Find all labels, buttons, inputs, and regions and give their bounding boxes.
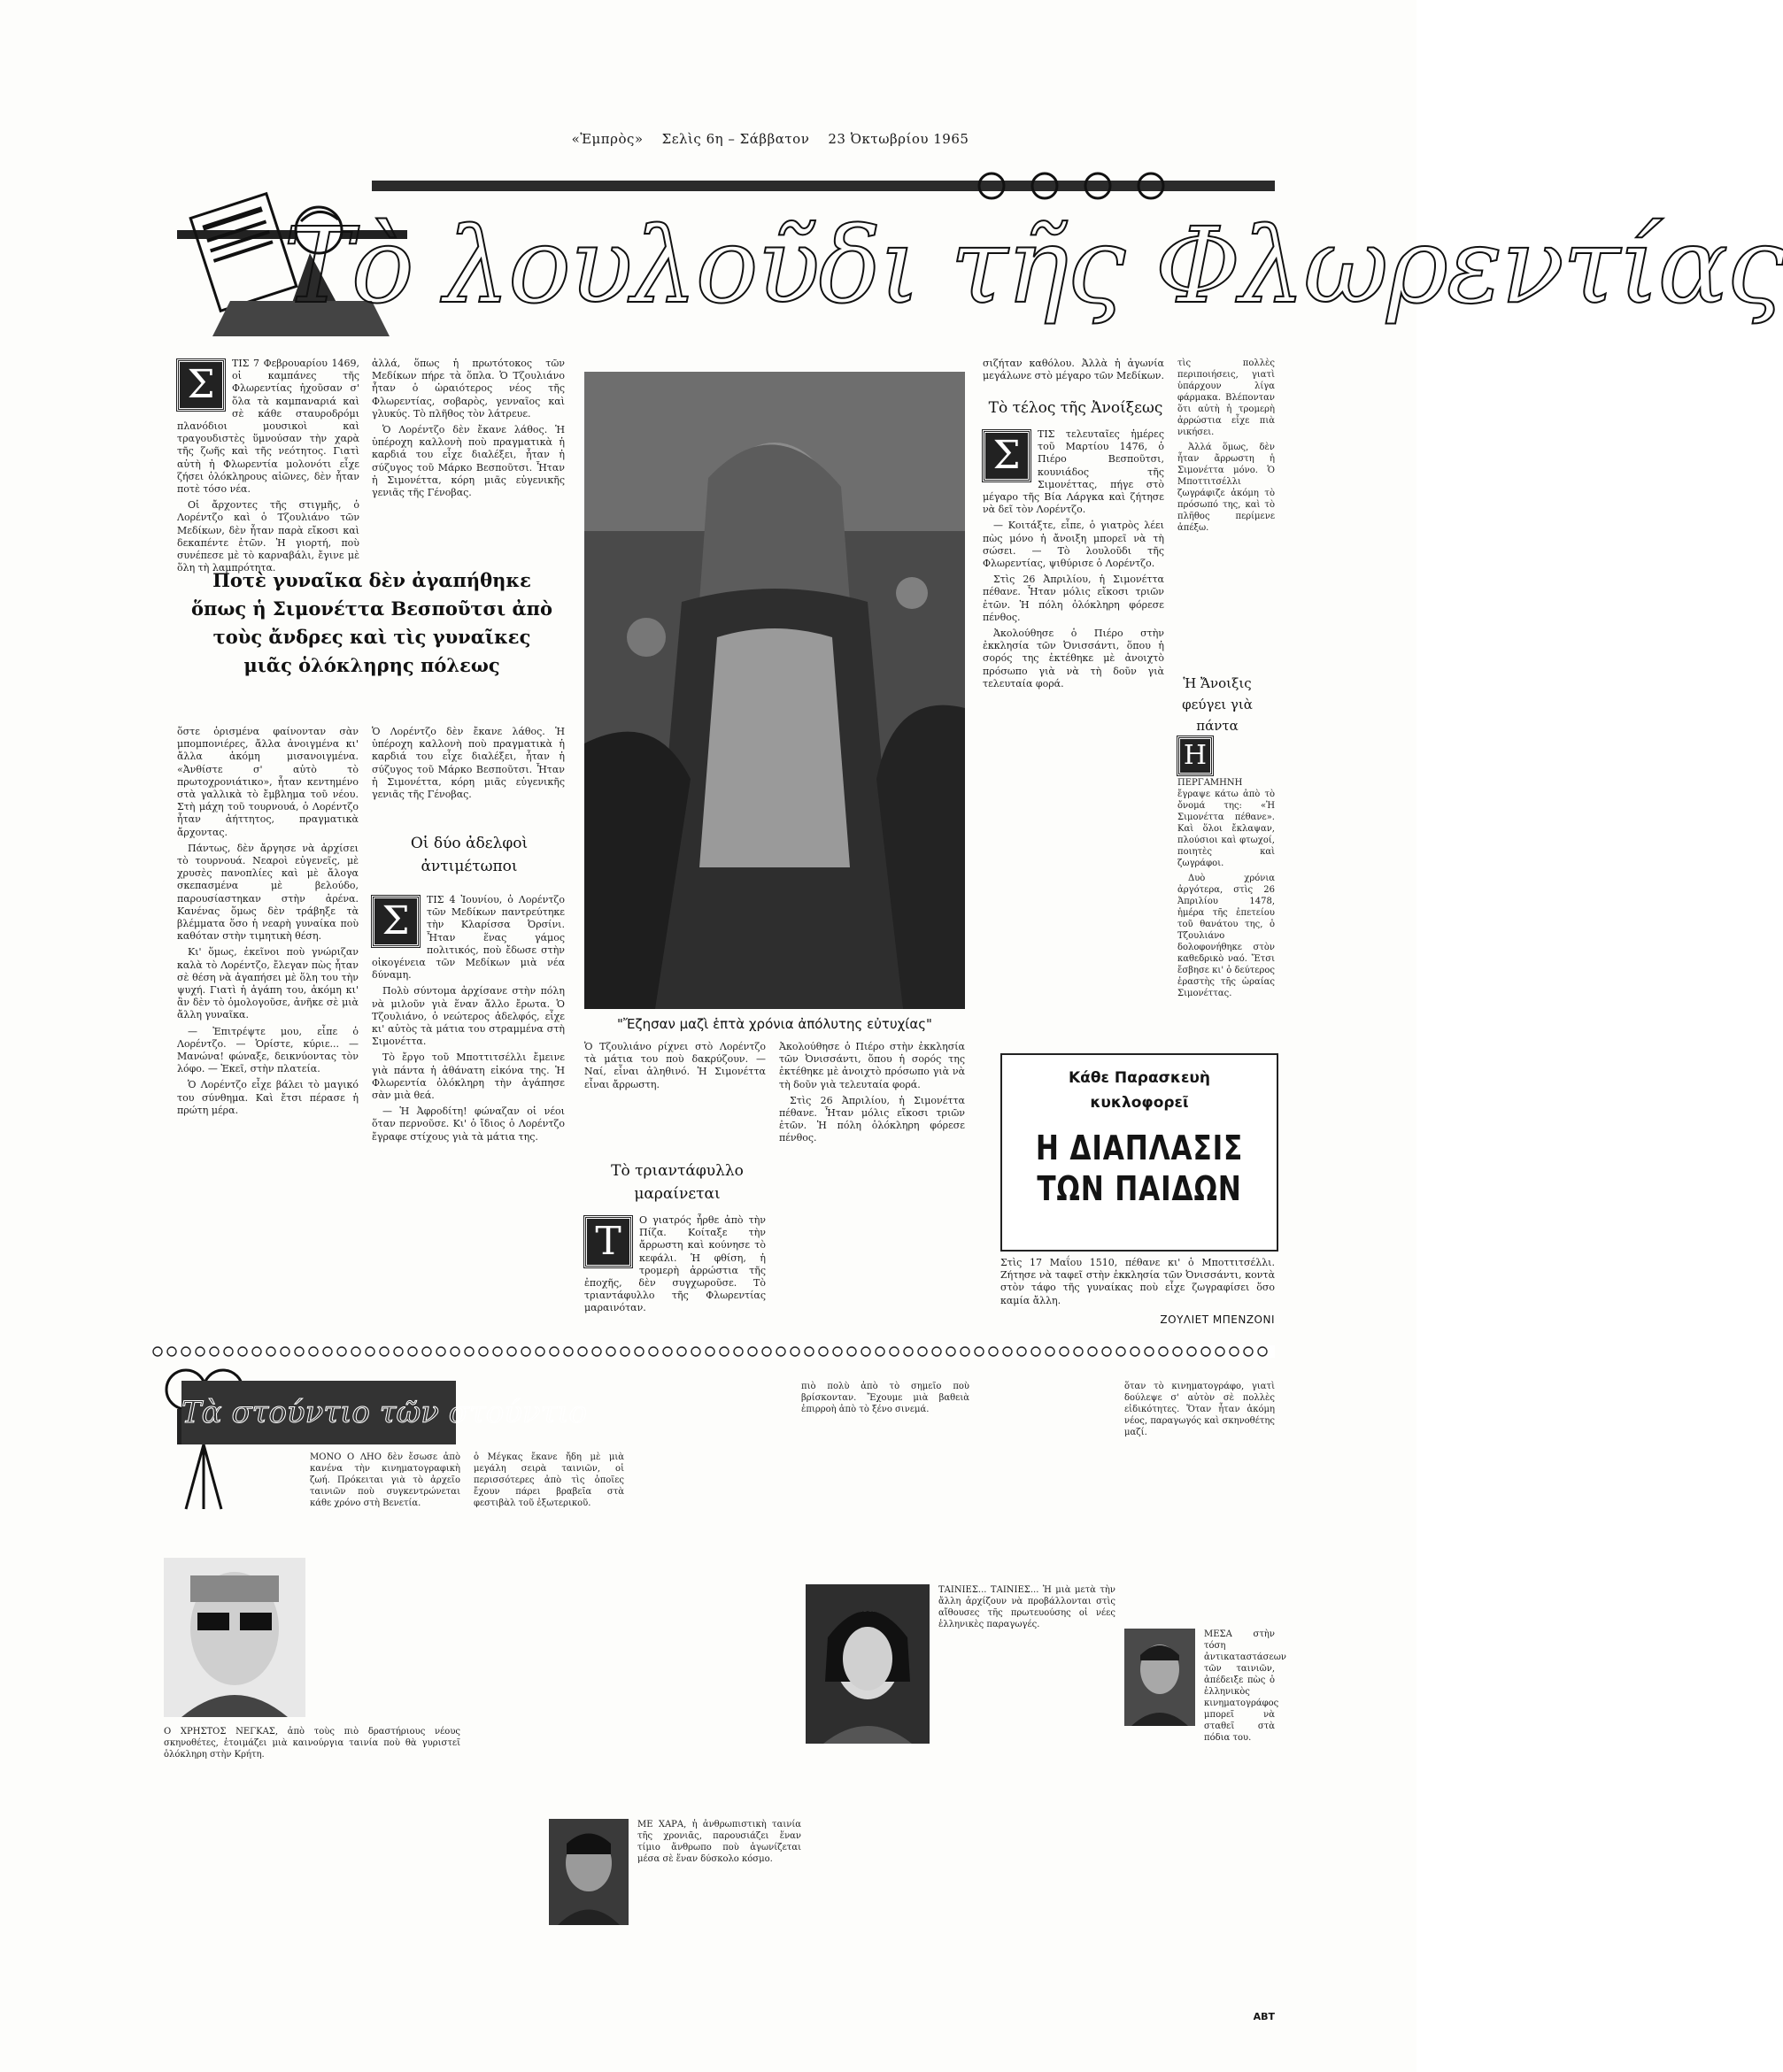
- article-column-5c: [1000, 1257, 1275, 1310]
- body-paragraph: ΤΙΣ τελευταῖες ἡμέρες τοῦ Μαρτίου 1476, ὁ Πιέρο Βεσποῦτσι, κουνιάδος τῆς Σιμονέττας, πήγε στὸ μέγαρο τῆς Βία Λάργκα καὶ ζήτησε νὰ δεῖ τὸν Λορέντζο.: [983, 428, 1164, 516]
- article-column-3b: [584, 1214, 766, 1338]
- filmstrip-separator: [151, 1345, 1275, 1358]
- body-paragraph: Ὁ Λορέντζο δὲν ἔκανε λάθος. Ἡ ὑπέροχη καλλονὴ ποὺ πραγματικὰ ἡ καρδιά του εἶχε διαλέξει, ἦταν ἡ σύζυγος τοῦ Μάρκο Βεσποῦτσι. Ἦταν ἡ Σιμονέττα, κόρη μιᾶς εὐγενικῆς γενιᾶς τῆς Γένοβας.: [372, 424, 565, 499]
- movie-column-4: [1124, 1381, 1275, 1620]
- photo-director-sunglasses: [164, 1558, 305, 1717]
- botticelli-painting: [584, 372, 965, 1009]
- body-paragraph: ὅστε ὁρισμένα φαίνονταν σὰν μπομπονιέρες, ἄλλα ἀνοιγμένα κι' ἄλλα ἀκόμη μισανοιγμένα. «Ἀνθίστε σ' αὐτὸ τὸ πρωτοχρονιάτικο», ἦταν κεντημένο στὰ γαλλικὰ τὸ ἔμβλημα τοῦ νέου. Στὴ μάχη τοῦ τουρνουά, ὁ Λορέντζο ἦταν ἀήττητος, πραγματικὰ ἄρχοντας.: [177, 726, 359, 838]
- movie-section-banner: [181, 1381, 588, 1444]
- subhead-brothers: Οἱ δύο ἀδελφοὶ ἀντιμέτωποι: [410, 835, 529, 875]
- movie-section-title: Τὰ στούντιο τῶν στούντιο: [181, 1395, 588, 1430]
- body-paragraph: σιζήταν καθόλου. Ἀλλὰ ἡ ἀγωνία μεγάλωνε στὸ μέγαρο τῶν Μεδίκων.: [983, 358, 1164, 382]
- movie-column-3: [801, 1381, 969, 1558]
- article-column-3c: [779, 1041, 965, 1338]
- masthead: [496, 131, 1045, 150]
- article-headline: Ποτὲ γυναῖκα δὲν ἀγαπήθηκε ὅπως ἡ Σιμονέττα Βεσποῦτσι ἀπὸ τοὺς ἄνδρες καὶ τὶς γυναῖκες μιᾶς ὁλόκληρης πόλεως: [190, 569, 553, 676]
- article-column-4b: [983, 428, 1164, 1039]
- movie-column-2b: [637, 1819, 801, 1925]
- ad-line2: κυκλοφορεῖ: [1090, 1094, 1189, 1112]
- body-paragraph: — Ἐπιτρέψτε μου, εἶπε ὁ Λορέντζο. — Ὁρίστε, κύριε... — Μανώνα! φώναξε, δεικνύοντας τὸν λόφο. — Ἐκεῖ, στὴν πλατεία.: [177, 1025, 359, 1075]
- dropcap: Σ: [983, 430, 1030, 481]
- dropcap: Σ: [177, 359, 225, 411]
- body-paragraph: ΤΑΙΝΙΕΣ... ΤΑΙΝΙΕΣ... Ἡ μιὰ μετὰ τὴν ἄλλη ἀρχίζουν νὰ προβάλλονται στὶς αἴθουσες τῆς πρωτευούσης οἱ νέες ἑλληνικὲς παραγωγές.: [938, 1585, 1115, 1629]
- article-column-2: [372, 358, 565, 552]
- ad-line1: Κάθε Παρασκευὴ: [1068, 1069, 1211, 1087]
- body-paragraph: ΠΕΡΓΑΜΗΝΗ ἔγραψε κάτω ἀπὸ τὸ ὄνομά της: «Ἡ Σιμονέττα πέθανε». Καὶ ὅλοι ἔκλαψαν, πλούσιοι καὶ φτωχοί, ποιητὲς καὶ ζωγράφοι.: [1177, 778, 1275, 868]
- article-column-1: [177, 358, 359, 574]
- movie-signature: ΑΒΤ: [1253, 2011, 1275, 2022]
- body-paragraph: τὶς πολλὲς περιποιήσεις, γιατὶ ὑπάρχουν λίγα φάρμακα. Βλέπονταν ὅτι αὐτὴ ἡ τρομερὴ ἀρρώστια εἶχε πιὰ νικήσει.: [1177, 358, 1275, 437]
- body-paragraph: Στὶς 17 Μαΐου 1510, πέθανε κι' ὁ Μποττιτσέλλι. Ζήτησε νὰ ταφεῖ στὴν ἐκκλησία τῶν Ὀνισσάντι, κοντὰ στὸν τάφο τῆς γυναίκας ποὺ εἶχε ζωγραφίσει ὅσο καμία ἄλλη.: [1000, 1257, 1275, 1306]
- article-column-5: [1177, 358, 1275, 623]
- body-paragraph: ΜΕ ΧΑΡΑ, ἡ ἀνθρωπιστικὴ ταινία τῆς χρονιᾶς, παρουσιάζει ἕναν τίμιο ἄνθρωπο ποὺ ἀγωνίζεται μέσα σὲ ἕναν δύσκολο κόσμο.: [637, 1820, 801, 1864]
- movie-column-4b: [1204, 1629, 1286, 1743]
- body-paragraph: — Ἡ Ἀφροδίτη! φώναζαν οἱ νέοι ὅταν περνοῦσε. Κι' ὁ ἴδιος ὁ Λορέντζο ἔγραφε στίχους γιὰ τὰ μάτια της.: [372, 1105, 565, 1143]
- body-paragraph: πιὸ πολὺ ἀπὸ τὸ σημεῖο ποὺ βρίσκονταν. Ἔχουμε μιὰ βαθειὰ ἐπιρροὴ ἀπὸ τὸ ξένο σινεμά.: [801, 1382, 969, 1414]
- body-paragraph: Πολὺ σύντομα ἀρχίσανε στὴν πόλη νὰ μιλοῦν γιὰ ἕναν ἄλλο ἔρωτα. Ὁ Τζουλιάνο, ὁ νεώτερος ἀδελφός, εἶχε κι' αὐτὸς τὰ μάτια του στραμμένα στὴ Σιμονέττα.: [372, 985, 565, 1048]
- body-paragraph: ΜΕΣΑ στὴν τόση ἀντικαταστάσεων τῶν ταινιῶν, ἀπέδειξε πὼς ὁ ἑλληνικὸς κινηματογράφος μπορεῖ νὰ σταθεῖ στὰ πόδια του.: [1204, 1629, 1286, 1743]
- body-paragraph: Τὸ ἔργο τοῦ Μποττιτσέλλι ἔμεινε γιὰ πάντα ἡ ἀθάνατη εἰκόνα της. Ἡ Φλωρεντία ὁλόκληρη τὴν ἀγάπησε σὰν μιὰ θεά.: [372, 1051, 565, 1102]
- article-column-1b: [177, 726, 359, 1336]
- body-paragraph: Πάντως, δὲν ἄργησε νὰ ἀρχίσει τὸ τουρνουά. Νεαροὶ εὐγενεῖς, μὲ χρυσὲς πανοπλίες καὶ μὲ ἄλογα σκεπασμένα μὲ βελούδο, παρουσίαστηκαν στὴν ἀρένα. Κανένας ὅμως δὲν τράβηξε τὰ βλέμματα ὅσο ἡ νεαρὴ γυναίκα ποὺ καθόταν στὴν τιμητικὴ θέση.: [177, 842, 359, 943]
- body-paragraph: Ο ΧΡΗΣΤΟΣ ΝΕΓΚΑΣ, ἀπὸ τοὺς πιὸ δραστήριους νέους σκηνοθέτες, ἑτοιμάζει μιὰ καινούργια ταινία ποὺ θὰ γυριστεῖ ὁλόκληρη στὴν Κρήτη.: [164, 1727, 460, 1760]
- body-paragraph: Ὁ Λορέντζο δὲν ἔκανε λάθος. Ἡ ὑπέροχη καλλονὴ ποὺ πραγματικὰ ἡ καρδιά του εἶχε διαλέξει, ἦταν ἡ σύζυγος τοῦ Μάρκο Βεσποῦτσι. Ἦταν ἡ Σιμονέττα, κόρη μιᾶς εὐγενικῆς γενιᾶς τῆς Γένοβας.: [372, 726, 565, 801]
- movie-column-3b: [938, 1584, 1115, 1806]
- photo-man-portrait: [1124, 1629, 1195, 1726]
- body-paragraph: Ἀλλά ὅμως, δὲν ἦταν ἄρρωστη ἡ Σιμονέττα μόνο. Ὁ Μποττιτσέλλι ζωγράφιζε ἀκόμη τὸ πρόσωπό της, καὶ τὸ πλῆθος περίμενε ἀπέξω.: [1177, 443, 1275, 533]
- intro-paragraph: ΤΙΣ 7 Φεβρουαρίου 1469, οἱ καμπάνες τῆς Φλωρεντίας ἠχοῦσαν σ' ὅλα τὰ καμπαναριά καὶ σὲ κάθε σταυροδρόμι πλανόδιοι μουσικοὶ καὶ τραγουδιστὲς ὕμνούσαν τὴν χαρὰ τῆς ζωῆς καὶ τῆς νεότητος. Γιατὶ αὐτὴ ἡ Φλωρεντία μολονότι εἶχε ζήσει ὁλόκληρους αἰῶνες, δὲν ἦταν ποτὲ τόσο νέα.: [177, 358, 359, 496]
- body-paragraph: ἀλλά, ὅπως ἡ πρωτότοκος τῶν Μεδίκων πήρε τὰ ὅπλα. Ὁ Τζουλιάνο ἦταν ὁ ὡραιότερος νέος τῆς Φλωρεντίας, σοβαρὸς, γενναῖος καὶ γλυκύς. Τὸ πλῆθος τὸν λάτρευε.: [372, 358, 565, 420]
- movie-column-1b: [164, 1726, 460, 1806]
- article-column-3a: [584, 1041, 766, 1156]
- painting-caption: "Ἔζησαν μαζὶ ἑπτὰ χρόνια ἀπόλυτης εὐτυχίας": [617, 1016, 932, 1032]
- movie-column-1: [310, 1452, 460, 1717]
- photo-actor: [549, 1819, 629, 1925]
- ad-title: [1027, 1128, 1252, 1209]
- subhead-spring-leaves: Ἡ Ἄνοιξις φεύγει γιὰ πάντα: [1182, 675, 1253, 734]
- photo-actress: [806, 1584, 930, 1744]
- body-paragraph: Στὶς 26 Ἀπριλίου, ἡ Σιμονέττα πέθανε. Ἦταν μόλις εἴκοσι τριῶν ἐτῶν. Ἡ πόλη ὁλόκληρη φόρεσε πένθος.: [983, 574, 1164, 623]
- body-paragraph: Ὁ Λορέντζο εἶχε βάλει τὸ μαγικό του σύνθημα. Καὶ ἔτσι πέρασε ἡ πρώτη μέρα.: [177, 1079, 359, 1116]
- body-paragraph: Ὁ Τζουλιάνο ρίχνει στὸ Λορέντζο τὰ μάτια του ποὺ δακρύζουν. — Ναί, εἶναι ἀληθινό. Ἡ Σιμονέττα εἶναι ἄρρωστη.: [584, 1041, 766, 1090]
- body-paragraph: Ἀκολούθησε ὁ Πιέρο στὴν ἐκκλησία τῶν Ὀνισσάντι, ὅπου ἡ σορός της ἐκτέθηκε μὲ ἀνοιχτὸ πρόσωπο γιὰ νὰ τὴ δοῦν γιὰ τελευταία φορά.: [983, 628, 1164, 689]
- ad-title-line2: ΤΩΝ ΠΑΙΔΩΝ: [1037, 1169, 1242, 1208]
- article-signature: ΖΟΥΛΙΕΤ ΜΠΕΝΖΟΝΙ: [1160, 1313, 1275, 1326]
- body-paragraph: — Κοιτάξτε, εἶπε, ὁ γιατρὸς λέει πὼς μόνο ἡ ἄνοιξη μπορεῖ νὰ τὴ σώσει. — Τὸ λουλοῦδι τῆς Φλωρεντίας, ψιθύρισε ὁ Λορέντζο.: [983, 520, 1164, 570]
- article-column-4a: [983, 358, 1164, 389]
- movie-column-2: [474, 1452, 624, 1806]
- body-paragraph: Κι' ὅμως, ἐκεῖνοι ποὺ γνώριζαν καλὰ τὸ Λορέντζο, ἔλεγαν πὼς ἦταν σὲ θέση νὰ ἀγαπήσει μὲ ὅλη του τὴν ψυχή. Γιατὶ ἡ ἀγάπη του, ἀκόμη κι' ἂν δὲν τὸ ὁμολογοῦσε, ἀνῆκε σὲ μιὰ ἄλλη γυναῖκα.: [177, 946, 359, 1021]
- ad-title-line1: Η ΔΙΑΠΛΑΣΙΣ: [1035, 1128, 1244, 1167]
- body-paragraph: ΜΟΝΟ Ο ΛΗΟ δὲν ἔσωσε ἀπὸ κανένα τὴν κινηματογραφικὴ ζωή. Πρόκειται γιὰ τὸ ἀρχεῖο ταινιῶν ποὺ συγκεντρώνεται κάθε χρόνο στὴ Βενετία.: [310, 1452, 460, 1508]
- body-paragraph: ὁ Μέγκας ἔκανε ἤδη μὲ μιὰ μεγάλη σειρὰ ταινιῶν, οἱ περισσότερες ἀπὸ τὶς ὁποῖες ἔχουν πάρει βραβεῖα στὰ φεστιβὰλ τοῦ ἐξωτερικοῦ.: [474, 1452, 624, 1508]
- newspaper-name: «Ἐμπρὸς»: [571, 131, 644, 147]
- advertisement-box: [1000, 1053, 1278, 1252]
- body-paragraph: Δυὸ χρόνια ἀργότερα, στὶς 26 Ἀπριλίου 1478, ἡμέρα τῆς ἐπετείου τοῦ θανάτου της, ὁ Τζουλιάνο δολοφονήθηκε στὸν καθεδρικὸ ναό. Ἔτσι ἔσβησε κι' ὁ δεύτερος ἐραστὴς τῆς ὡραίας Σιμονέττας.: [1177, 874, 1275, 998]
- page-info: Σελὶς 6η – Σάββατον: [661, 131, 810, 147]
- body-paragraph: Στὶς 26 Ἀπριλίου, ἡ Σιμονέττα πέθανε. Ἦταν μόλις εἴκοσι τριῶν ἐτῶν. Ἡ πόλη ὁλόκληρη φόρεσε πένθος.: [779, 1094, 965, 1144]
- body-paragraph: ὅταν τὸ κινηματογράφο, γιατὶ δούλεψε σ' αὐτὸν σὲ πολλὲς εἰδικότητες. Ὅταν ἦταν ἀκόμη νέος, παραγωγός καὶ σκηνοθέτης μαζί.: [1124, 1382, 1275, 1437]
- issue-date: 23 Ὀκτωβρίου 1965: [828, 131, 969, 147]
- article-column-2c: [372, 894, 565, 1336]
- banner-title: Τὸ λουλοῦδι τῆς Φλωρεντίας: [283, 204, 1783, 327]
- article-column-2b: [372, 726, 565, 814]
- article-column-5b: [1177, 735, 1275, 1044]
- body-paragraph: ΤΙΣ 4 Ἰουνίου, ὁ Λορέντζο τῶν Μεδίκων παντρεύτηκε τὴν Κλαρίσσα Ὀρσίνι. Ἦταν ἕνας γάμος πολιτικός, ποὺ ἔδωσε στὴν οἰκογένεια τῶν Μεδίκων μιὰ νέα δύναμη.: [372, 894, 565, 982]
- subhead-spring-end: Τὸ τέλος τῆς Ἀνοίξεως: [988, 399, 1163, 417]
- dropcap: Τ: [584, 1216, 632, 1267]
- body-paragraph: Ἀκολούθησε ὁ Πιέρο στὴν ἐκκλησία τῶν Ὀνισσάντι, ὅπου ἡ σορός της ἐκτέθηκε μὲ ἀνοιχτὸ πρόσωπο γιὰ νὰ τὴ δοῦν γιὰ τελευταία φορά.: [779, 1041, 965, 1090]
- intro-paragraph-2: Οἱ ἄρχοντες τῆς στιγμῆς, ὁ Λορέντζο καὶ ὁ Τζουλιάνο τῶν Μεδίκων, δὲν ἦταν παρὰ εἴκοσι καὶ δεκαπέντε ἐτῶν. Ἡ γιορτή, ποὺ συνέπεσε μὲ τὸ καρναβάλι, ἔγινε μὲ ὅλη τὴ λαμπρότητα.: [177, 499, 359, 574]
- dropcap: Η: [1177, 736, 1213, 775]
- body-paragraph: Ο γιατρός ἦρθε ἀπὸ τὴν Πίζα. Κοίταξε τὴν ἄρρωστη καὶ κούνησε τὸ κεφάλι. Ἡ φθίση, ἡ τρομερὴ ἀρρώστια τῆς ἐποχῆς, δὲν συγχωροῦσε. Τὸ τριαντάφυλλο τῆς Φλωρεντίας μαραινόταν.: [584, 1214, 766, 1314]
- dropcap: Σ: [372, 896, 420, 947]
- subhead-rose: Τὸ τριαντάφυλλο μαραίνεται: [611, 1162, 744, 1203]
